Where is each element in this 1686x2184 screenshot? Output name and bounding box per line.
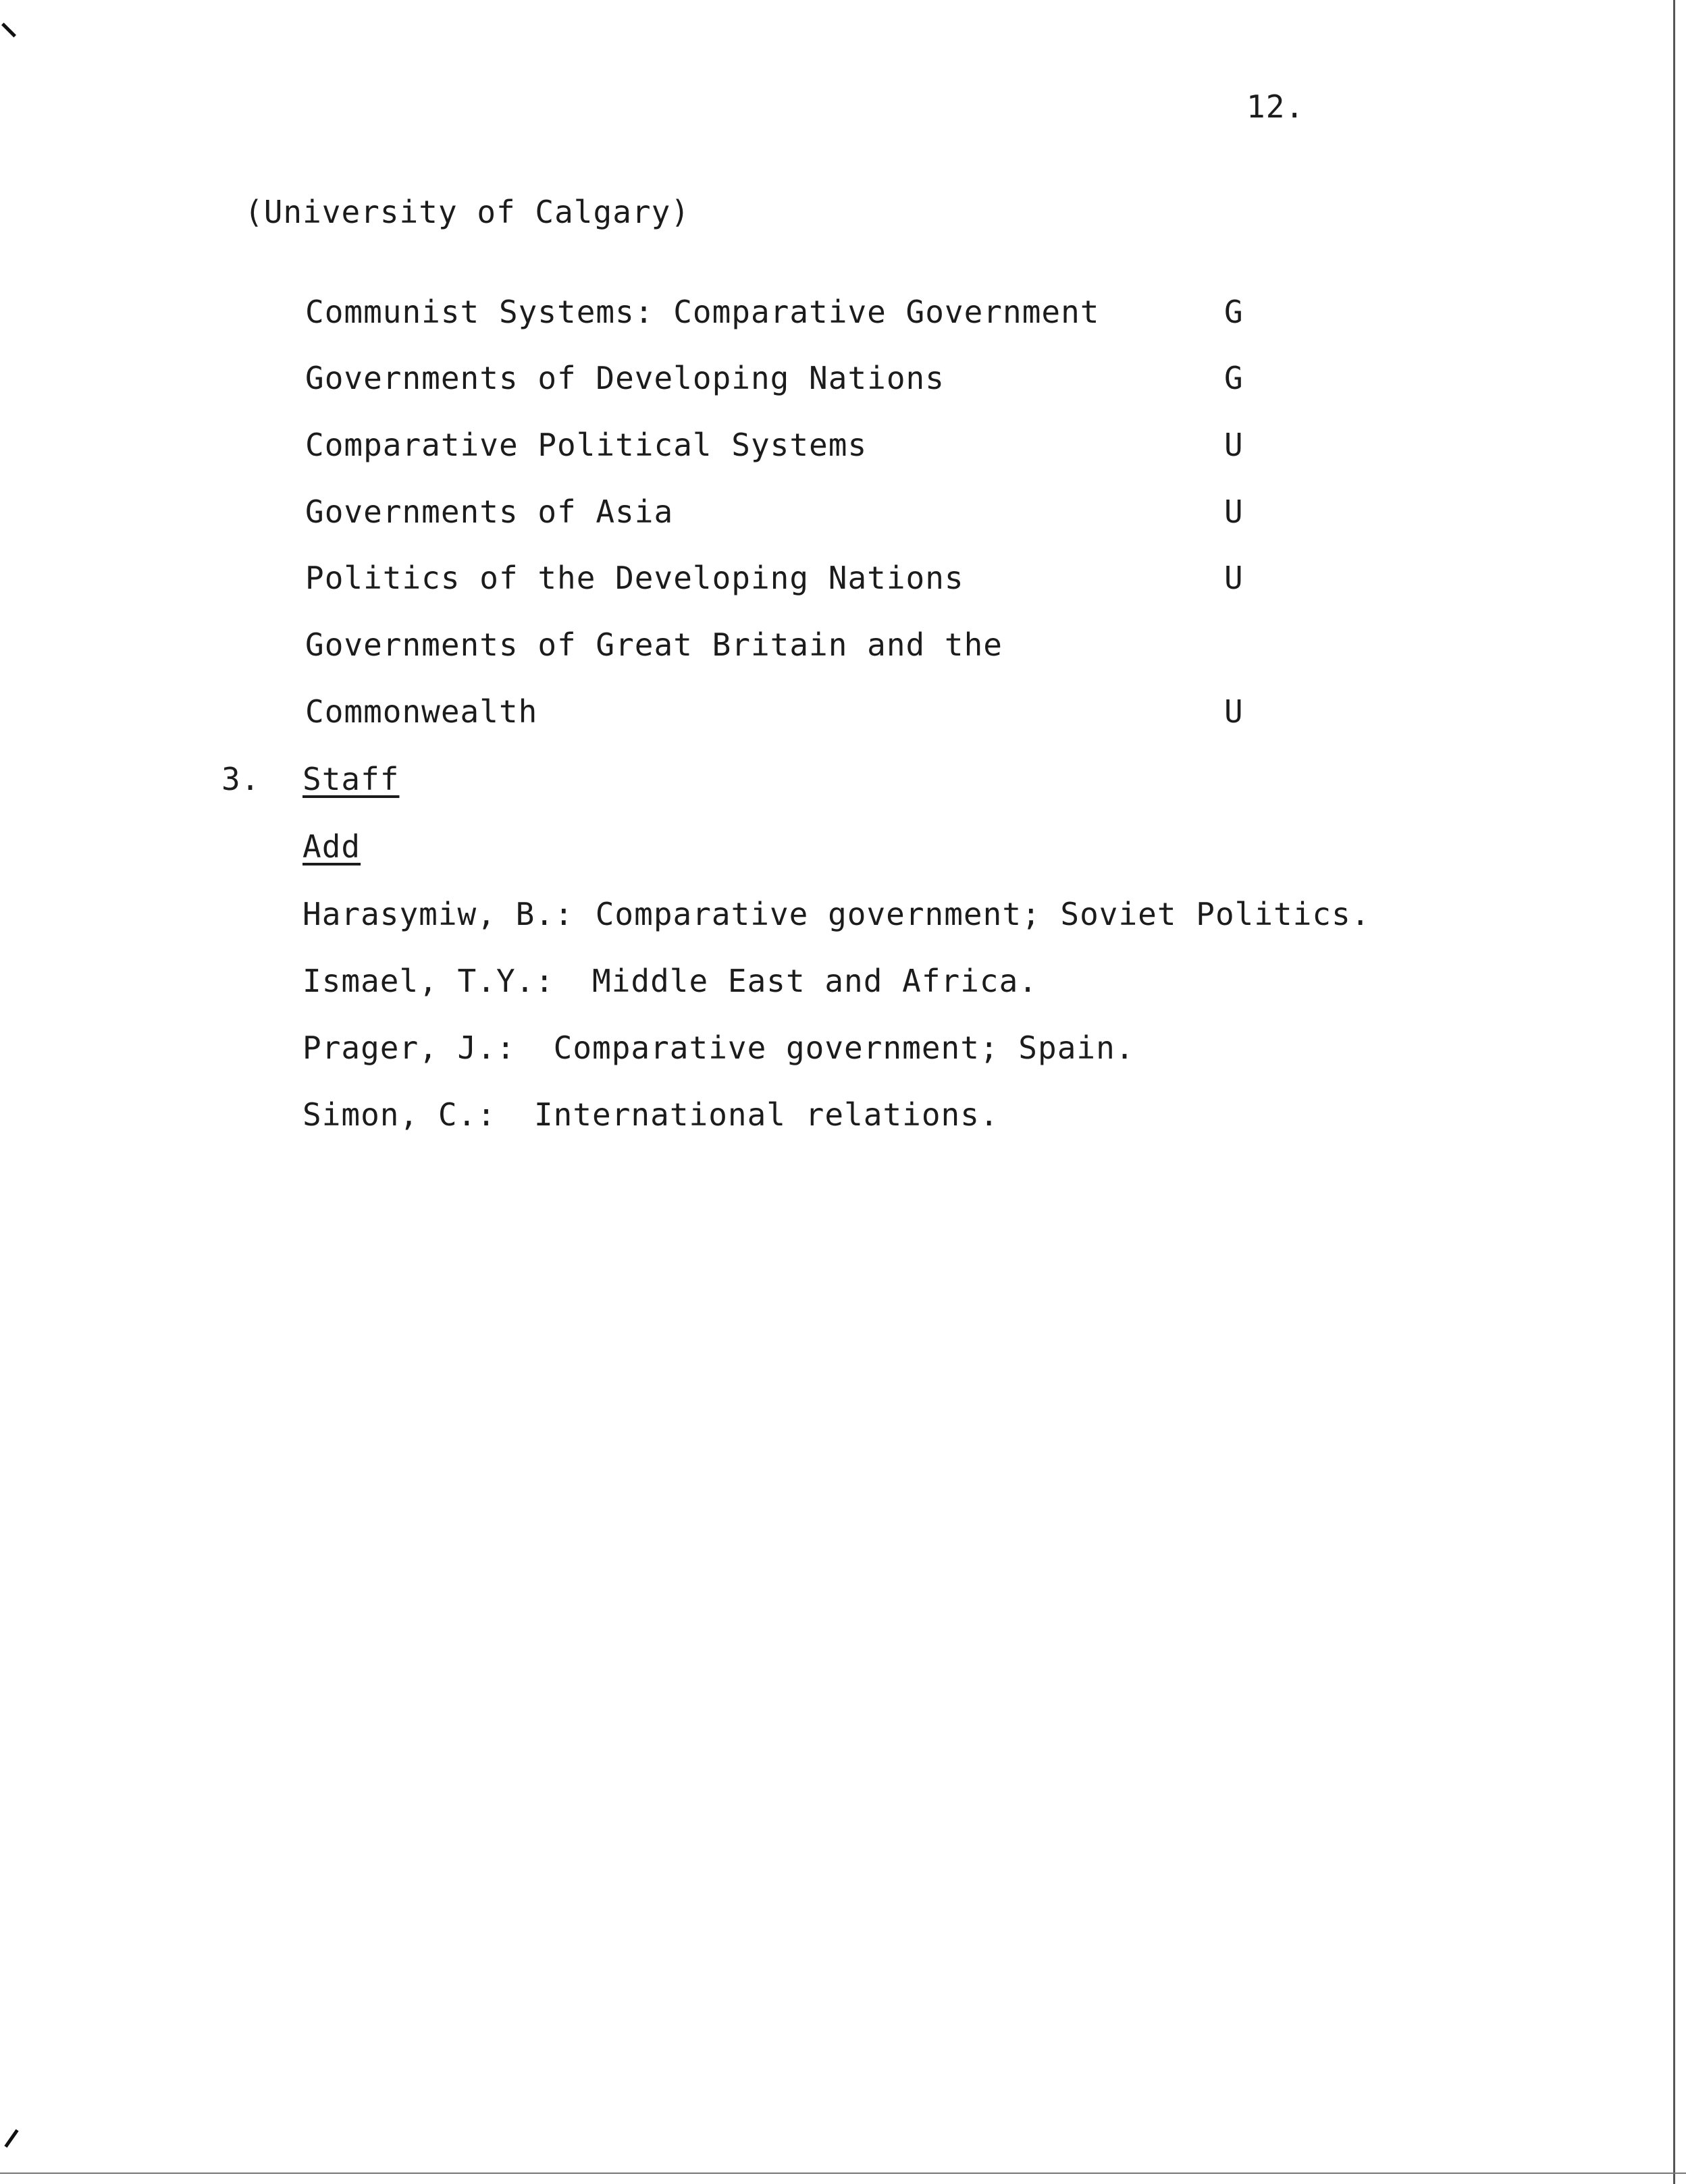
page-number: 12. xyxy=(1246,88,1305,125)
staff-field: International relations. xyxy=(533,1096,999,1133)
staff-name: Ismael, T.Y.: xyxy=(302,963,555,999)
staff-subheading: Add xyxy=(302,828,361,865)
scan-bottom-edge xyxy=(0,2173,1686,2174)
course-level: U xyxy=(1224,560,1244,596)
course-level: U xyxy=(1224,427,1244,463)
course-level: U xyxy=(1224,494,1244,530)
course-level: U xyxy=(1224,693,1244,730)
staff-entry xyxy=(302,961,1038,1001)
scan-right-edge xyxy=(1673,0,1675,2184)
staff-entry xyxy=(302,1028,1134,1068)
course-level: G xyxy=(1224,294,1244,330)
staff-field: Middle East and Africa. xyxy=(592,963,1038,999)
scan-corner-mark-top xyxy=(1,23,16,38)
staff-name: Harasymiw, B.: xyxy=(302,896,574,932)
staff-field: Comparative government; Spain. xyxy=(553,1030,1135,1066)
course-title: Governments of Asia xyxy=(305,494,674,530)
staff-entry xyxy=(302,894,1371,934)
staff-field: Comparative government; Soviet Politics. xyxy=(595,896,1371,932)
institution-heading: (University of Calgary) xyxy=(244,194,690,230)
course-title: Communist Systems: Comparative Government xyxy=(305,294,1100,330)
course-title: Politics of the Developing Nations xyxy=(305,560,964,596)
staff-name: Prager, J.: xyxy=(302,1030,516,1066)
course-title: Comparative Political Systems xyxy=(305,427,868,463)
course-level: G xyxy=(1224,360,1244,396)
course-title: Commonwealth xyxy=(305,693,538,730)
scan-corner-mark-bottom xyxy=(4,2129,18,2148)
section-number: 3. xyxy=(221,761,261,797)
section-title: Staff xyxy=(302,761,400,797)
course-title: Governments of Developing Nations xyxy=(305,360,945,396)
staff-entry xyxy=(302,1094,999,1135)
course-title: Governments of Great Britain and the xyxy=(305,627,1003,663)
staff-name: Simon, C.: xyxy=(302,1096,496,1133)
